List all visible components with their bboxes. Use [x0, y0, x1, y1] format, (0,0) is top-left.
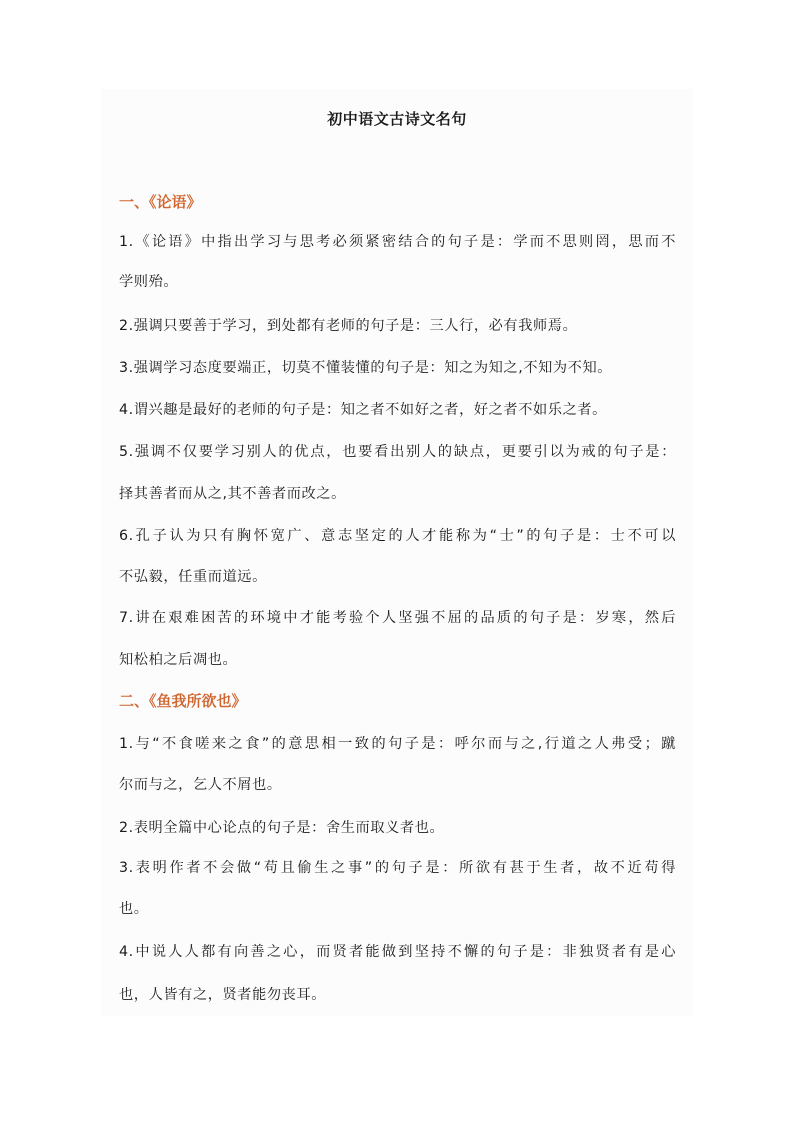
- text-line: 7.讲在艰难困苦的环境中才能考验个人坚强不屈的品质的句子是：岁寒，然后: [119, 610, 676, 626]
- text-line: 学则殆。: [119, 274, 179, 290]
- section-heading-lunyu: 一、《论语》: [119, 193, 202, 211]
- text-line: 2.强调只要善于学习，到处都有老师的句子是：三人行，必有我师焉。: [119, 318, 578, 334]
- text-line: 也。: [119, 901, 149, 917]
- section-heading-yuwosuoyu: 二、《鱼我所欲也》: [119, 692, 247, 710]
- text-line: 也，人皆有之，贤者能勿丧耳。: [119, 987, 327, 1003]
- text-line: 2.表明全篇中心论点的句子是：舍生而取义者也。: [119, 820, 445, 836]
- text-line: 4.中说人人都有向善之心，而贤者能做到坚持不懈的句子是：非独贤者有是心: [119, 944, 676, 960]
- text-line: 不弘毅，任重而道远。: [119, 569, 267, 585]
- text-line: 知松柏之后凋也。: [119, 652, 238, 668]
- text-line: 1.《论语》中指出学习与思考必须紧密结合的句子是：学而不思则罔，思而不: [119, 234, 676, 250]
- document-title: 初中语文古诗文名句: [327, 110, 467, 128]
- text-line: 6.孔子认为只有胸怀宽广、意志坚定的人才能称为“士”的句子是：士不可以: [119, 528, 676, 544]
- text-line: 3.表明作者不会做“苟且偷生之事”的句子是：所欲有甚于生者，故不近苟得: [119, 860, 676, 876]
- text-line: 1.与“不食嗟来之食”的意思相一致的句子是：呼尔而与之,行道之人弗受；蹴: [119, 736, 676, 752]
- text-line: 3.强调学习态度要端正，切莫不懂装懂的句子是：知之为知之,不知为不知。: [119, 360, 613, 376]
- text-line: 尔而与之，乞人不屑也。: [119, 777, 282, 793]
- text-line: 择其善者而从之,其不善者而改之。: [119, 486, 346, 502]
- text-line: 4.谓兴趣是最好的老师的句子是：知之者不如好之者，好之者不如乐之者。: [119, 402, 607, 418]
- text-line: 5.强调不仅要学习别人的优点，也要看出别人的缺点，更要引以为戒的句子是：: [119, 444, 676, 460]
